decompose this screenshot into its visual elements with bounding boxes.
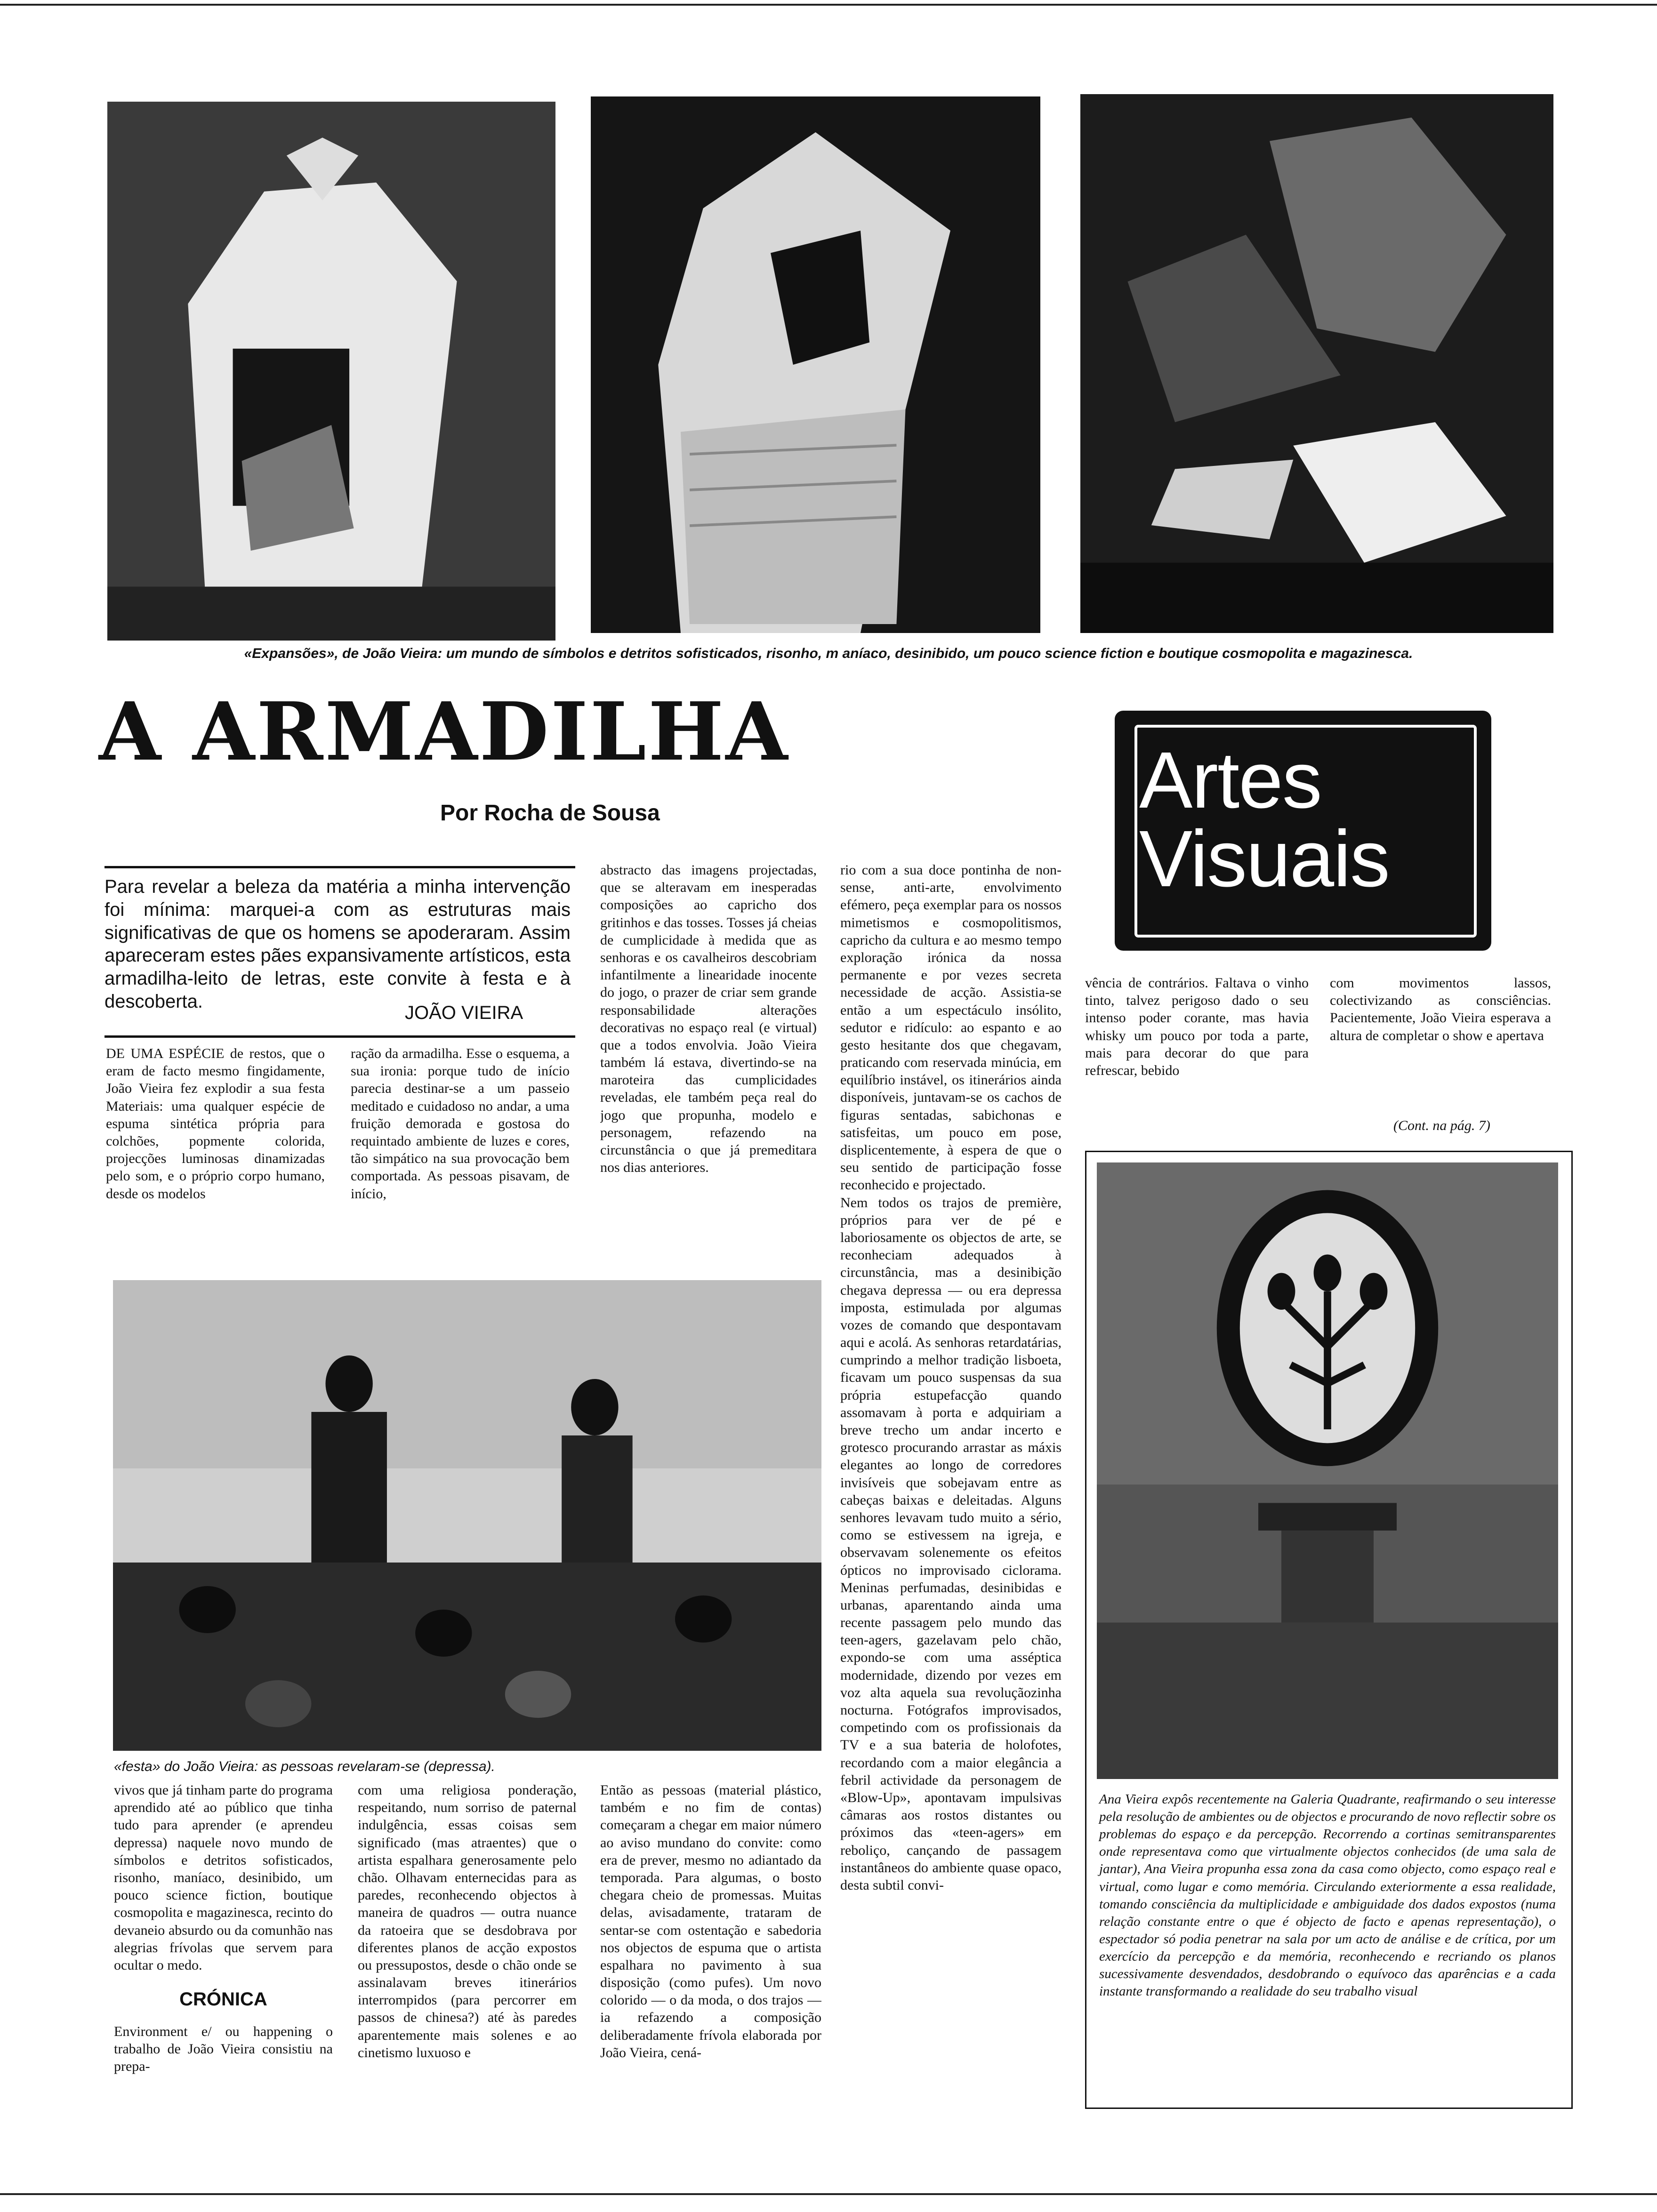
- intro-bottom-rule: [105, 1035, 575, 1038]
- intro-quote: Para revelar a beleza da matéria a minha intervenção foi mínima: marquei-a com as estruturas mais significativas de que os homens se apoderaram. Assim apareceram estes pães expansivamente artísticos, esta armadilha-leito de letras, este convite à festa e à descoberta.: [105, 876, 571, 1012]
- column-2-lower: com uma religiosa ponderação, respeitando, num sorriso de paternal indulgência, essas coisas sem significado (mas atraentes) que o artista espalhara generosamente pelo chão. Olhavam enternecidas para as paredes, reconhecendo objectos à maneira de quadros — outra nuance da ratoeira que se desdobrava por diferentes planos de acção expostos ou pressupostos, desde o chão onde se assinalavam breves itinerários interrompidos (para percorrer em passos de chinesa?) até às paredes aparentemente mais solenes e ao cinetismo luxuoso e: [358, 1782, 577, 2060]
- column-1-lower: [114, 1781, 333, 2191]
- section-badge-line1: Artes: [1139, 736, 1321, 825]
- photo-festa: [113, 1280, 821, 1751]
- photo-expansoes-right: [1080, 94, 1553, 633]
- continued-note: (Cont. na pág. 7): [1393, 1118, 1490, 1133]
- top-photo-caption: «Expansões», de João Vieira: um mundo de símbolos e detritos sofisticados, risonho, m aníaco, desinibido, um pouco science fiction e boutique cosmopolita e magazinesca.: [244, 646, 1413, 661]
- column-1-lower-text: vivos que já tinham parte do programa aprendido até ao público que tinha tudo para aprender (e aprendeu depressa) naquele novo mundo de símbolos e detritos sofisticados, risonho, maníaco, desinibido, um pouco science fiction, boutique cosmopolita e magazinesca, recinto do devaneio absurdo ou da comunhão nas alegrias frívolas que servem para ocultar o medo.: [114, 1782, 333, 1973]
- column-2-upper: ração da armadilha. Esse o esquema, a sua ironia: porque tudo de início parecia destinar-se a um passeio meditado e cuidadoso no andar, a uma fruição demorada e gostosa do requintado ambiente de luzes e cores, tão simpático na sua provocação bem comportada. As pessoas pisavam, de início,: [351, 1046, 570, 1202]
- column-5: vência de contrários. Faltava o vinho tinto, talvez perigoso dado o seu intenso poder corante, mas havia whisky um pouco por toda a parte, mais para decorar do que para refrescar, bebido: [1085, 975, 1309, 1078]
- intro-top-rule: [105, 866, 575, 868]
- cronica-heading: CRÓNICA: [179, 1989, 267, 2010]
- section-badge-line2: Visuais: [1139, 814, 1389, 904]
- bottom-rule: [0, 2193, 1657, 2195]
- headline: A ARMADILHA: [99, 685, 790, 779]
- column-1-upper: DE UMA ESPÉCIE de restos, que o eram de facto mesmo fingidamente, João Vieira fez explodir a sua festa Materiais: uma qualquer espécie de espuma sintética própria para colchões, popmente colorida, projecções luminosas dinamizadas pelo som, e o próprio corpo humano, desde os modelos: [106, 1046, 325, 1202]
- column-1-lower-tail: Environment e/ ou happening o trabalho de João Vieira consistiu na prepa-: [114, 2023, 333, 2075]
- ana-vieira-caption: Ana Vieira expôs recentemente na Galeria Quadrante, reafirmando o seu interesse pela resolução de ambientes ou de objectos e procurando de novo reflectir sobre os problemas do espaço e da percepção. Recorrendo a cortinas semitransparentes onde representava como que virtualmente objectos conhecidos (de uma sala de jantar), Ana Vieira propunha essa zona da casa como objecto, como espaço real e virtual, como lugar e como memória. Circulando exteriormente a essa realidade, tomando consciência da multiplicidade e ambiguidade dos dados expostos (numa relação constante entre o que é objecto de facto e apenas representação), o espectador só podia penetrar na sala por um acto de análise e de crítica, por um exercício da percepção e da memória, reconhecendo e recriando os planos sucessivamente desvendados, desdobrando o equívoco das aparências e a cada instante transformando a realidade do seu trabalho visual: [1099, 1792, 1556, 1999]
- festa-photo-caption: «festa» do João Vieira: as pessoas revelaram-se (depressa).: [114, 1759, 495, 1774]
- photo-ana-vieira: [1097, 1162, 1558, 1779]
- section-badge-title: [1139, 736, 1469, 904]
- photo-expansoes-center: [591, 96, 1040, 633]
- column-3-upper: abstracto das imagens projectadas, que se alteravam em inesperadas composições ao capricho dos gritinhos e das tosses. Tosses já cheias de cumplicidade à medida que as senhoras e os cavalheiros descobriam infantilmente a linearidade inocente do jogo, o prazer de criar sem grande responsabilidade alterações decorativas no espaço real (e virtual) que a todos envolvia. João Vieira também lá estava, divertindo-se na maroteira das cumplicidades reveladas, ele também peça real do jogo que propunha, modelo e personagem, refazendo na circunstância o que já premeditara nos dias anteriores.: [600, 862, 817, 1176]
- column-4: rio com a sua doce pontinha de non-sense, anti-arte, envolvimento efémero, peça exemplar para os nossos mimetismos e cosmopolitismos, capricho da cultura e ao mesmo tempo exploração irónica da nossa permanente e por vezes secreta necessidade de acção. Assistia-se então a um espectáculo insólito, sedutor e ridículo: ao espanto e ao gesto hesitante dos que chegavam, praticando com reservada minúcia, em equilíbrio instável, os itinerários ainda disponíveis, juntavam-se os cachos de figuras sentadas, sabichonas e satisfeitas, um pouco em pose, displicentemente, à espera de que o seu sentido de participação fosse reconhecido e projectado. Nem todos os trajos de première, próprios para ver de pé e laboriosamente os objectos de arte, se reconheciam adequados à circunstância, mas a desinibição chegava depressa — ou era depressa imposta, estimulada por algumas vozes de comando que despontavam aqui e acolá. As senhoras retardatárias, cumprindo a melhor tradição lisboeta, ficavam um pouco suspensas da sua própria estupefacção quando assomavam à porta e adquiriam a breve trecho um andar incerto e grotesco procurando arrastar as máxis elegantes ao longo de corredores invisíveis que sobejavam entre as cabeças baixas e deleitadas. Alguns senhores levavam tudo muito a sério, como se estivessem na igreja, e observavam solenemente os efeitos ópticos no improvisado ciclorama. Meninas perfumadas, desinibidas e urbanas, aparentando ainda uma recente passagem pelo mundo das teen-agers, gazelavam pelo chão, expondo-se com uma asséptica modernidade, dizendo por vezes em voz alta aquela sua revoluçãozinha nocturna. Fotógrafos improvisados, competindo com os profissionais da TV e a sua bateria de holofotes, recordando com a maior elegância a febril actividade da personagem de «Blow-Up», apontavam impulsivas câmaras aos rostos distantes ou próximos das «teen-agers» em reboliço, cançando de passagem instantâneos do ambiente quase opaco, desta subtil convi-: [840, 862, 1062, 1893]
- intro-author: JOÃO VIEIRA: [405, 1002, 523, 1023]
- byline: Por Rocha de Sousa: [440, 801, 660, 825]
- column-6: com movimentos lassos, colectivizando as consciências. Pacientemente, João Vieira esperava a altura de completar o show e apertava: [1330, 975, 1551, 1043]
- column-3-lower: Então as pessoas (material plástico, também e no fim de contas) começaram a chegar em maior número ao aviso mundano do convite: como era de prever, mesmo no adiantado da temporada. Para algumas, o bosto chegara cheio de promessas. Muitas delas, avisadamente, trataram de sentar-se com ostentação e sabedoria nos objectos de espuma que o artista espalhara no pavimento à sua disposição (como pufes). Um novo colorido — o da moda, o dos trajos — ia refazendo a composição deliberadamente frívola elaborada por João Vieira, cená-: [600, 1782, 821, 2060]
- top-rule: [0, 4, 1657, 6]
- photo-expansoes-left: [107, 102, 555, 641]
